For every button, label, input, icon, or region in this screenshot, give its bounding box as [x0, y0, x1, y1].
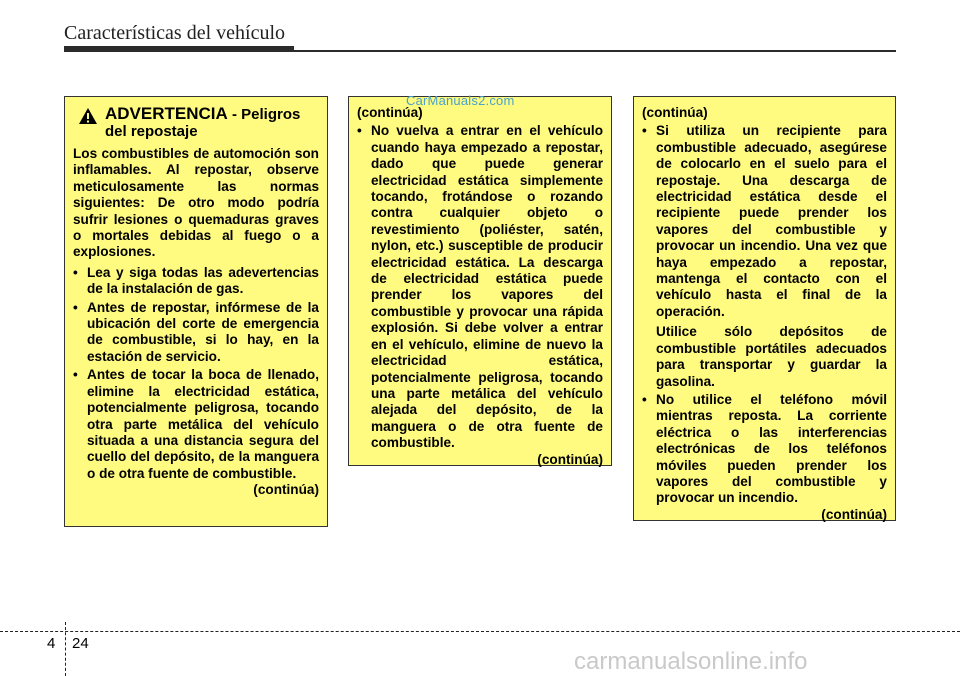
warning-list — [642, 123, 887, 320]
continues-label: (continúa) — [537, 451, 603, 467]
footer-divider — [65, 622, 66, 676]
warning-triangle-icon — [79, 108, 97, 124]
continued-label: (continúa) — [642, 105, 708, 120]
warning-list — [73, 265, 319, 482]
page-number: 24 — [72, 635, 89, 652]
list-item: • No utilice el teléfono móvil mientras reposta. La corriente eléctrica o las interferencias electrónicas de los teléfonos móviles pueden prender los vapores del combustible y provocar un incendio. — [642, 392, 887, 507]
header-rule — [64, 50, 896, 52]
watermark-top: CarManuals2.com — [406, 93, 515, 108]
list-item: • Antes de tocar la boca de llenado, elimine la electricidad estática, potencialmente peligrosa, tocando otra parte metálica del vehículo situada a una distancia segura del cuello del depósito, de la manguera o de otra fuente de combustible. — [73, 367, 319, 482]
continued-label: (continúa) — [357, 105, 423, 120]
warning-intro: Los combustibles de automoción son inflamables. Al repostar, observe meticulosamente las normas siguientes: De otro modo podría sufrir lesiones o quemaduras graves o mortales debidas al fuego o a explosiones. — [73, 146, 319, 260]
warning-box-1 — [64, 96, 328, 527]
list-item: • Si utiliza un recipiente para combustible adecuado, asegúrese de colocarlo en el suelo para el repostaje. Una descarga de electricidad estática desde el recipiente puede prender los vapores del combustible y provocar un incendio. Una vez que haya empezado a repostar, mantenga el contacto con el vehículo hasta el final de la operación. — [642, 123, 887, 320]
list-item: • Lea y siga todas las adevertencias de la instalación de gas. — [73, 265, 319, 298]
continues-label: (continúa) — [821, 506, 887, 522]
watermark-bottom: carmanualsonline.info — [574, 648, 808, 675]
warning-box-3 — [633, 96, 896, 521]
warning-subtitle: - Peligros del repostaje — [105, 106, 301, 140]
chapter-number: 4 — [47, 635, 56, 652]
warning-list — [357, 123, 603, 451]
list-item: • No vuelva a entrar en el vehículo cuando haya empezado a repostar, dado que puede generar electricidad estática simplemente tocando, frotándose o rozando contra cualquier objeto o revestimiento (poliéster, satén, nylon, etc.) susceptible de producir electricidad estática. La descarga de electricidad estática puede prender los vapores del combustible y provocar una rápida explosión. Si debe volver a entrar en el vehículo, elimine de nuevo la electricidad estática, potencialmente peligrosa, tocando una parte metálica del vehículo alejada del depósito, de la manguera o de otra fuente de combustible. — [357, 123, 603, 451]
warning-header — [79, 105, 319, 140]
warning-word: ADVERTENCIA — [105, 104, 228, 123]
continues-label: (continúa) — [253, 482, 319, 498]
list-item-continuation: Utilice sólo depósitos de combustible portátiles adecuados para transportar y guardar la gasolina. — [656, 324, 887, 389]
list-item: • Antes de repostar, infórmese de la ubicación del corte de emergencia de combustible, si lo hay, en la estación de servicio. — [73, 300, 319, 366]
warning-title — [105, 105, 319, 140]
footer-rule — [0, 631, 960, 632]
warning-list — [642, 392, 887, 507]
section-title: Características del vehículo — [64, 22, 286, 44]
warning-box-2 — [348, 96, 612, 466]
